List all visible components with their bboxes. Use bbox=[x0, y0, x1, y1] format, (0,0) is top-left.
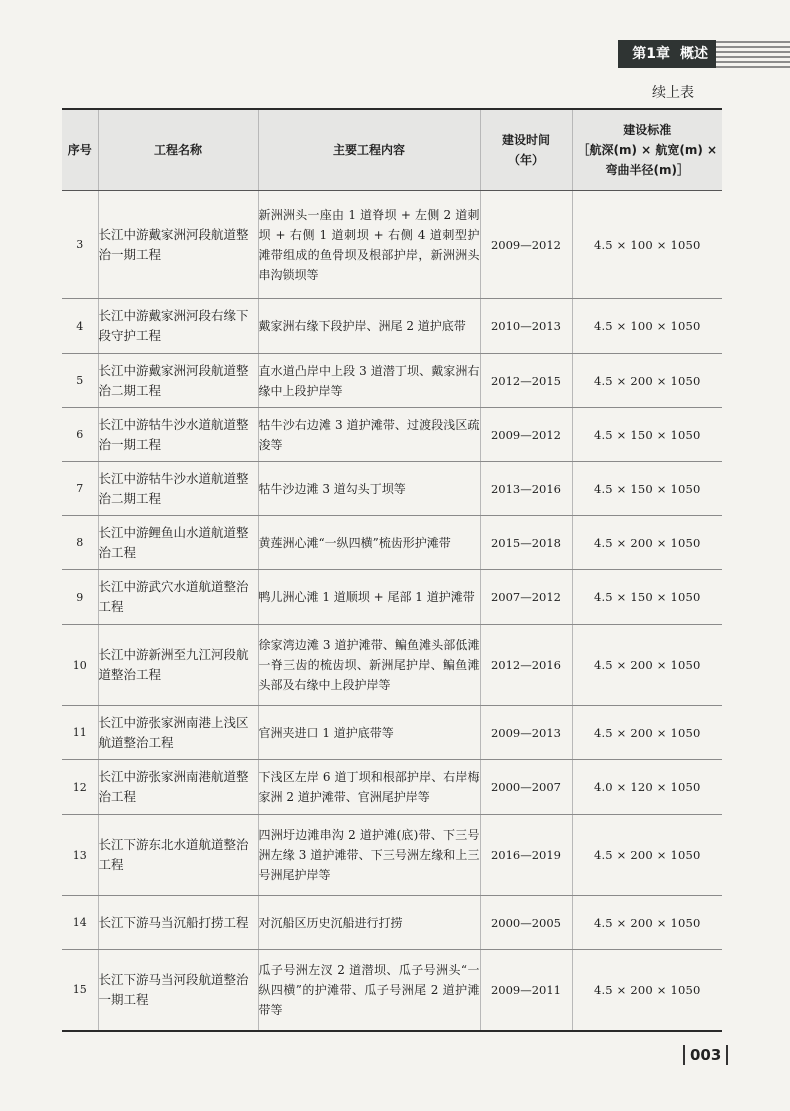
table-row bbox=[62, 815, 722, 896]
row-content: 牯牛沙边滩 3 道勾头丁坝等 bbox=[258, 462, 480, 516]
row-period: 2007—2012 bbox=[480, 570, 572, 625]
row-name: 长江中游牯牛沙水道航道整治二期工程 bbox=[98, 462, 258, 516]
row-name: 长江下游马当河段航道整治一期工程 bbox=[98, 950, 258, 1031]
row-no: 8 bbox=[62, 516, 98, 570]
row-standard: 4.5 × 200 × 1050 bbox=[572, 950, 722, 1031]
row-period: 2012—2015 bbox=[480, 354, 572, 408]
row-content: 徐家湾边滩 3 道护滩带、鳊鱼滩头部低滩一脊三齿的梳齿坝、新洲尾护岸、鳊鱼滩头部及右缘中上段护岸等 bbox=[258, 625, 480, 706]
row-content: 牯牛沙右边滩 3 道护滩带、过渡段浅区疏浚等 bbox=[258, 408, 480, 462]
row-standard: 4.5 × 200 × 1050 bbox=[572, 516, 722, 570]
row-name: 长江中游张家洲南港航道整治工程 bbox=[98, 760, 258, 815]
header-period-line2: （年） bbox=[507, 153, 544, 167]
row-period: 2009—2011 bbox=[480, 950, 572, 1031]
row-period: 2009—2012 bbox=[480, 408, 572, 462]
row-standard: 4.5 × 150 × 1050 bbox=[572, 570, 722, 625]
row-name: 长江中游鲤鱼山水道航道整治工程 bbox=[98, 516, 258, 570]
row-name: 长江中游张家洲南港上浅区航道整治工程 bbox=[98, 706, 258, 760]
row-period: 2015—2018 bbox=[480, 516, 572, 570]
row-period: 2010—2013 bbox=[480, 299, 572, 354]
table-row bbox=[62, 462, 722, 516]
header-stripe-decoration bbox=[716, 40, 790, 68]
page-number-text: 003 bbox=[690, 1046, 722, 1064]
table-row bbox=[62, 299, 722, 354]
row-name: 长江中游武穴水道航道整治工程 bbox=[98, 570, 258, 625]
table-row bbox=[62, 706, 722, 760]
table-row bbox=[62, 354, 722, 408]
header-name: 工程名称 bbox=[98, 109, 258, 191]
header-standard-line1: 建设标准 bbox=[623, 123, 672, 137]
row-standard: 4.5 × 200 × 1050 bbox=[572, 706, 722, 760]
row-no: 9 bbox=[62, 570, 98, 625]
row-content: 戴家洲右缘下段护岸、洲尾 2 道护底带 bbox=[258, 299, 480, 354]
row-standard: 4.5 × 100 × 1050 bbox=[572, 191, 722, 299]
header-standard-line3: 弯曲半径(m)］ bbox=[605, 163, 689, 177]
row-no: 6 bbox=[62, 408, 98, 462]
row-no: 5 bbox=[62, 354, 98, 408]
page-number-bar-right bbox=[726, 1045, 728, 1065]
row-name: 长江中游新洲至九江河段航道整治工程 bbox=[98, 625, 258, 706]
table-row bbox=[62, 570, 722, 625]
table-row bbox=[62, 950, 722, 1031]
row-content: 黄莲洲心滩“一纵四横”梳齿形护滩带 bbox=[258, 516, 480, 570]
chapter-number: 第1章 bbox=[632, 46, 670, 62]
header-content: 主要工程内容 bbox=[258, 109, 480, 191]
table-header-row bbox=[62, 109, 722, 191]
row-period: 2013—2016 bbox=[480, 462, 572, 516]
project-table bbox=[62, 108, 722, 1032]
row-standard: 4.5 × 200 × 1050 bbox=[572, 896, 722, 950]
row-name: 长江中游戴家洲河段航道整治二期工程 bbox=[98, 354, 258, 408]
row-no: 13 bbox=[62, 815, 98, 896]
chapter-label-box bbox=[618, 40, 716, 68]
row-name: 长江中游戴家洲河段右缘下段守护工程 bbox=[98, 299, 258, 354]
chapter-title: 概述 bbox=[680, 46, 708, 62]
row-content: 鸭儿洲心滩 1 道顺坝 + 尾部 1 道护滩带 bbox=[258, 570, 480, 625]
table-row bbox=[62, 896, 722, 950]
row-no: 12 bbox=[62, 760, 98, 815]
row-no: 14 bbox=[62, 896, 98, 950]
header-period-line1: 建设时间 bbox=[501, 133, 550, 147]
row-name: 长江中游牯牛沙水道航道整治一期工程 bbox=[98, 408, 258, 462]
row-standard: 4.5 × 100 × 1050 bbox=[572, 299, 722, 354]
row-content: 直水道凸岸中上段 3 道潜丁坝、戴家洲右缘中上段护岸等 bbox=[258, 354, 480, 408]
header-period bbox=[480, 109, 572, 191]
row-content: 新洲洲头一座由 1 道脊坝 + 左侧 2 道刺坝 + 右侧 1 道刺坝 + 右侧 4 道刺型护滩带组成的鱼骨坝及根部护岸，新洲洲头串沟锁坝等 bbox=[258, 191, 480, 299]
row-standard: 4.5 × 150 × 1050 bbox=[572, 408, 722, 462]
row-period: 2000—2007 bbox=[480, 760, 572, 815]
row-period: 2009—2012 bbox=[480, 191, 572, 299]
row-period: 2000—2005 bbox=[480, 896, 572, 950]
row-standard: 4.0 × 120 × 1050 bbox=[572, 760, 722, 815]
table-row bbox=[62, 516, 722, 570]
continued-label: 续上表 bbox=[652, 85, 694, 101]
row-period: 2016—2019 bbox=[480, 815, 572, 896]
header-standard-line2: ［航深(m) × 航宽(m) × bbox=[577, 143, 718, 157]
table-row bbox=[62, 408, 722, 462]
page-number-bar-left bbox=[683, 1045, 685, 1065]
row-content: 下浅区左岸 6 道丁坝和根部护岸、右岸梅家洲 2 道护滩带、官洲尾护岸等 bbox=[258, 760, 480, 815]
table-row bbox=[62, 760, 722, 815]
row-no: 15 bbox=[62, 950, 98, 1031]
row-content: 官洲夹进口 1 道护底带等 bbox=[258, 706, 480, 760]
chapter-header bbox=[618, 40, 790, 68]
row-standard: 4.5 × 150 × 1050 bbox=[572, 462, 722, 516]
table-row bbox=[62, 625, 722, 706]
row-no: 11 bbox=[62, 706, 98, 760]
row-content: 瓜子号洲左汊 2 道潜坝、瓜子号洲头“一纵四横”的护滩带、瓜子号洲尾 2 道护滩带等 bbox=[258, 950, 480, 1031]
row-no: 10 bbox=[62, 625, 98, 706]
header-no: 序号 bbox=[62, 109, 98, 191]
row-no: 3 bbox=[62, 191, 98, 299]
row-standard: 4.5 × 200 × 1050 bbox=[572, 625, 722, 706]
row-standard: 4.5 × 200 × 1050 bbox=[572, 815, 722, 896]
header-standard bbox=[572, 109, 722, 191]
row-name: 长江中游戴家洲河段航道整治一期工程 bbox=[98, 191, 258, 299]
row-period: 2012—2016 bbox=[480, 625, 572, 706]
row-name: 长江下游马当沉船打捞工程 bbox=[98, 896, 258, 950]
page-number bbox=[678, 1045, 733, 1065]
row-name: 长江下游东北水道航道整治工程 bbox=[98, 815, 258, 896]
table-row bbox=[62, 191, 722, 299]
row-standard: 4.5 × 200 × 1050 bbox=[572, 354, 722, 408]
row-no: 7 bbox=[62, 462, 98, 516]
row-content: 四洲圩边滩串沟 2 道护滩(底)带、下三号洲左缘 3 道护滩带、下三号洲左缘和上三号洲尾护岸等 bbox=[258, 815, 480, 896]
row-content: 对沉船区历史沉船进行打捞 bbox=[258, 896, 480, 950]
row-period: 2009—2013 bbox=[480, 706, 572, 760]
row-no: 4 bbox=[62, 299, 98, 354]
